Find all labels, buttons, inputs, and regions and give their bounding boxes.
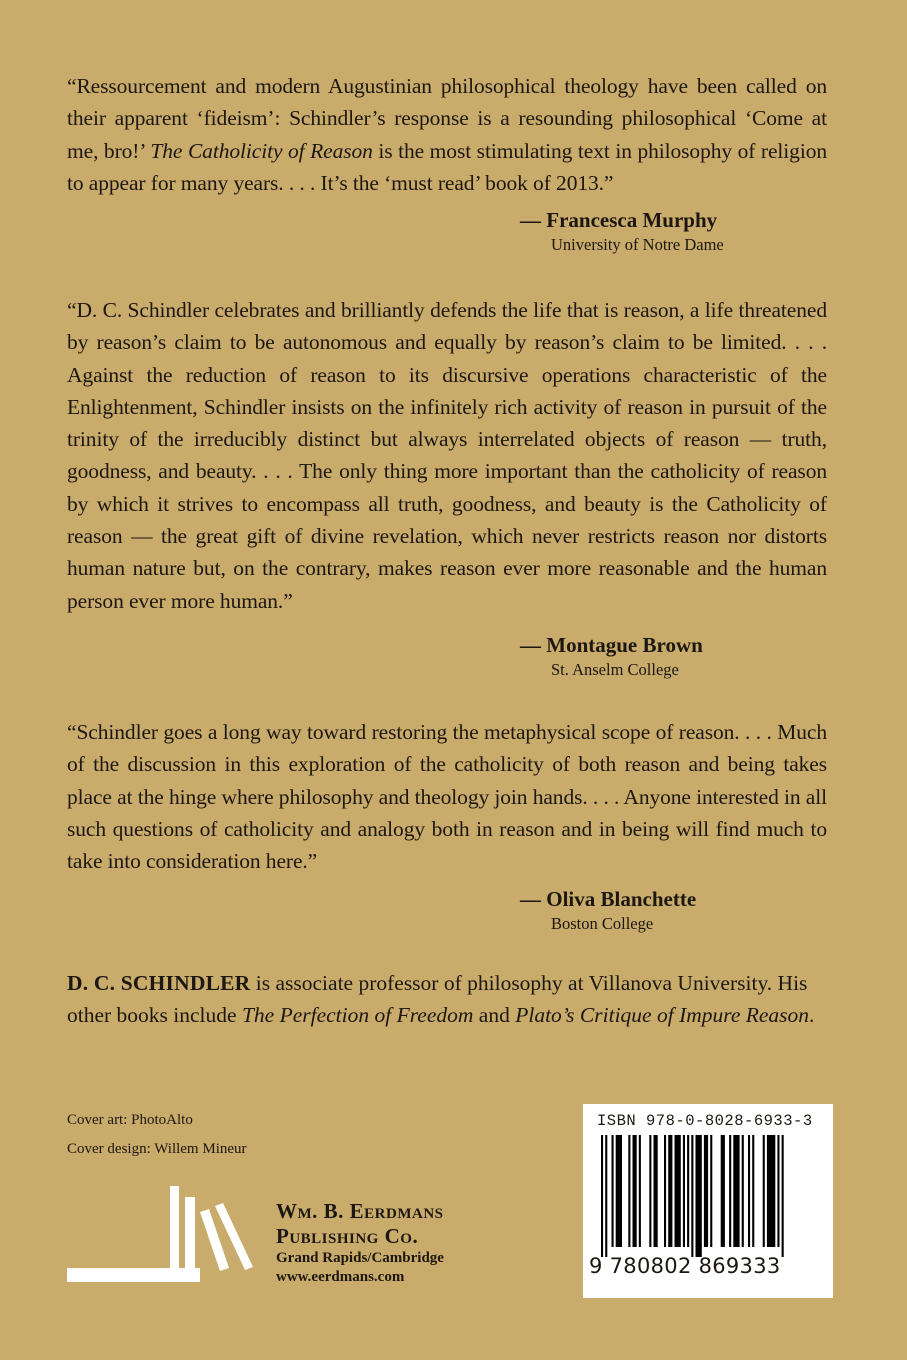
barcode-bar [721, 1135, 725, 1247]
review-3-quote: “Schindler goes a long way toward restoring the metaphysical scope of reason. . . . Much of the discussion in this exploration of the catholicity of both reason and being takes place at the hinge where philosophy and theology join hands. . . . Anyone interested in all such questions of catholicity and analogy both in reason and in being will find much to take into consideration here.” [67, 720, 827, 874]
barcode-bar [649, 1135, 651, 1247]
reviewer-name: — Francesca Murphy [520, 208, 718, 232]
barcode-bar [605, 1135, 607, 1257]
barcode-bar [639, 1135, 641, 1247]
review-1-attribution [520, 207, 724, 257]
publisher-city: Grand Rapids/Cambridge [276, 1250, 444, 1266]
barcode-bar [704, 1135, 708, 1247]
publisher-name: Wm. B. Eerdmans [276, 1199, 444, 1223]
barcode-bar [601, 1135, 603, 1257]
book-title-italic: Plato’s Critique of Impure Reason [515, 1002, 810, 1027]
barcode-bar [612, 1135, 614, 1247]
barcode-bar [763, 1135, 765, 1247]
eerdmans-logo [67, 1183, 267, 1283]
reviewer-name: — Oliva Blanchette [520, 887, 697, 911]
isbn-label: ISBN 978-0-8028-6933-3 [597, 1112, 813, 1130]
barcode-bar [683, 1135, 685, 1247]
review-2 [67, 294, 827, 617]
barcode-bar [752, 1135, 754, 1247]
barcode-bar [654, 1135, 658, 1247]
barcode-bar [664, 1135, 666, 1247]
logo-books-icon [67, 1186, 253, 1282]
review-2-quote: “D. C. Schindler celebrates and brilliantly defends the life that is reason, a life threatened by reason’s claim to be autonomous and equally by reason’s claim to be limited. . . . Against the reduction of reason to its discursive operations characteristic of the Enlightenment, Schindler insists on the infinitely rich activity of reason in pursuit of the trinity of the irreducibly distinct but always interrelated objects of reason — truth, goodness, and beauty. . . . The only thing more important than the catholicity of reason by which it strives to encompass all truth, goodness, and beauty is the Catholicity of reason — the great gift of divine revelation, which never restricts reason nor distorts human nature but, on the contrary, makes reason ever more reasonable and the human person ever more human.” [67, 298, 827, 613]
cover-design-credit: Cover design: Willem Mineur [67, 1141, 247, 1157]
isbn-barcode-box [583, 1104, 833, 1298]
barcode-bar [628, 1135, 630, 1247]
author-bio: D. C. SCHINDLER is associate professor of philosophy at Villanova University. His other books include The Perfection of Freedom and Plato’s Critique of Impure Reason. [67, 971, 815, 1027]
barcode-bar [748, 1135, 750, 1247]
book-title-italic: The Perfection of Freedom [241, 1002, 474, 1027]
author-name: D. C. SCHINDLER [67, 971, 251, 995]
barcode-bar [675, 1135, 681, 1247]
reviewer-name: — Montague Brown [520, 633, 703, 657]
barcode-bar [616, 1135, 622, 1247]
book-title-italic: The Catholicity of Reason [150, 138, 373, 163]
barcode-bar [767, 1135, 775, 1247]
barcode-bar [777, 1135, 779, 1247]
isbn-digits: 9 780802 869333 [589, 1254, 781, 1278]
cover-art-credit: Cover art: PhotoAlto [67, 1112, 193, 1128]
barcode-bar [733, 1135, 739, 1247]
barcode-bar [633, 1135, 637, 1247]
barcode-bar [742, 1135, 744, 1247]
review-3-attribution [520, 886, 696, 936]
publisher-name-line2: Publishing Co. [276, 1224, 419, 1248]
review-1-quote: “Ressourcement and modern Augustinian philosophical theology have been called on their apparent ‘fideism’: Schindler’s response is a resounding philosophical ‘Come at me, bro!’ The Catholicity of Reason is the most stimulating text in philosophy of religion to appear for many years. . . . It’s the ‘must read’ book of 2013.” [67, 74, 827, 195]
barcode-bar [668, 1135, 672, 1247]
reviewer-affiliation: Boston College [551, 914, 654, 933]
barcode-bar [691, 1135, 693, 1257]
barcode-bar [696, 1135, 702, 1257]
barcode-bar [710, 1135, 712, 1247]
barcode-bar [687, 1135, 689, 1247]
review-1 [67, 70, 827, 199]
barcode-bar [729, 1135, 731, 1247]
publisher-website: www.eerdmans.com [276, 1269, 405, 1285]
barcode-bar [782, 1135, 784, 1257]
review-3 [67, 716, 827, 877]
barcode-icon [601, 1135, 813, 1257]
cover-credits [67, 1106, 247, 1164]
reviewer-affiliation: University of Notre Dame [551, 235, 724, 254]
reviewer-affiliation: St. Anselm College [551, 660, 679, 679]
review-2-attribution [520, 632, 703, 682]
publisher-imprint [276, 1199, 444, 1287]
